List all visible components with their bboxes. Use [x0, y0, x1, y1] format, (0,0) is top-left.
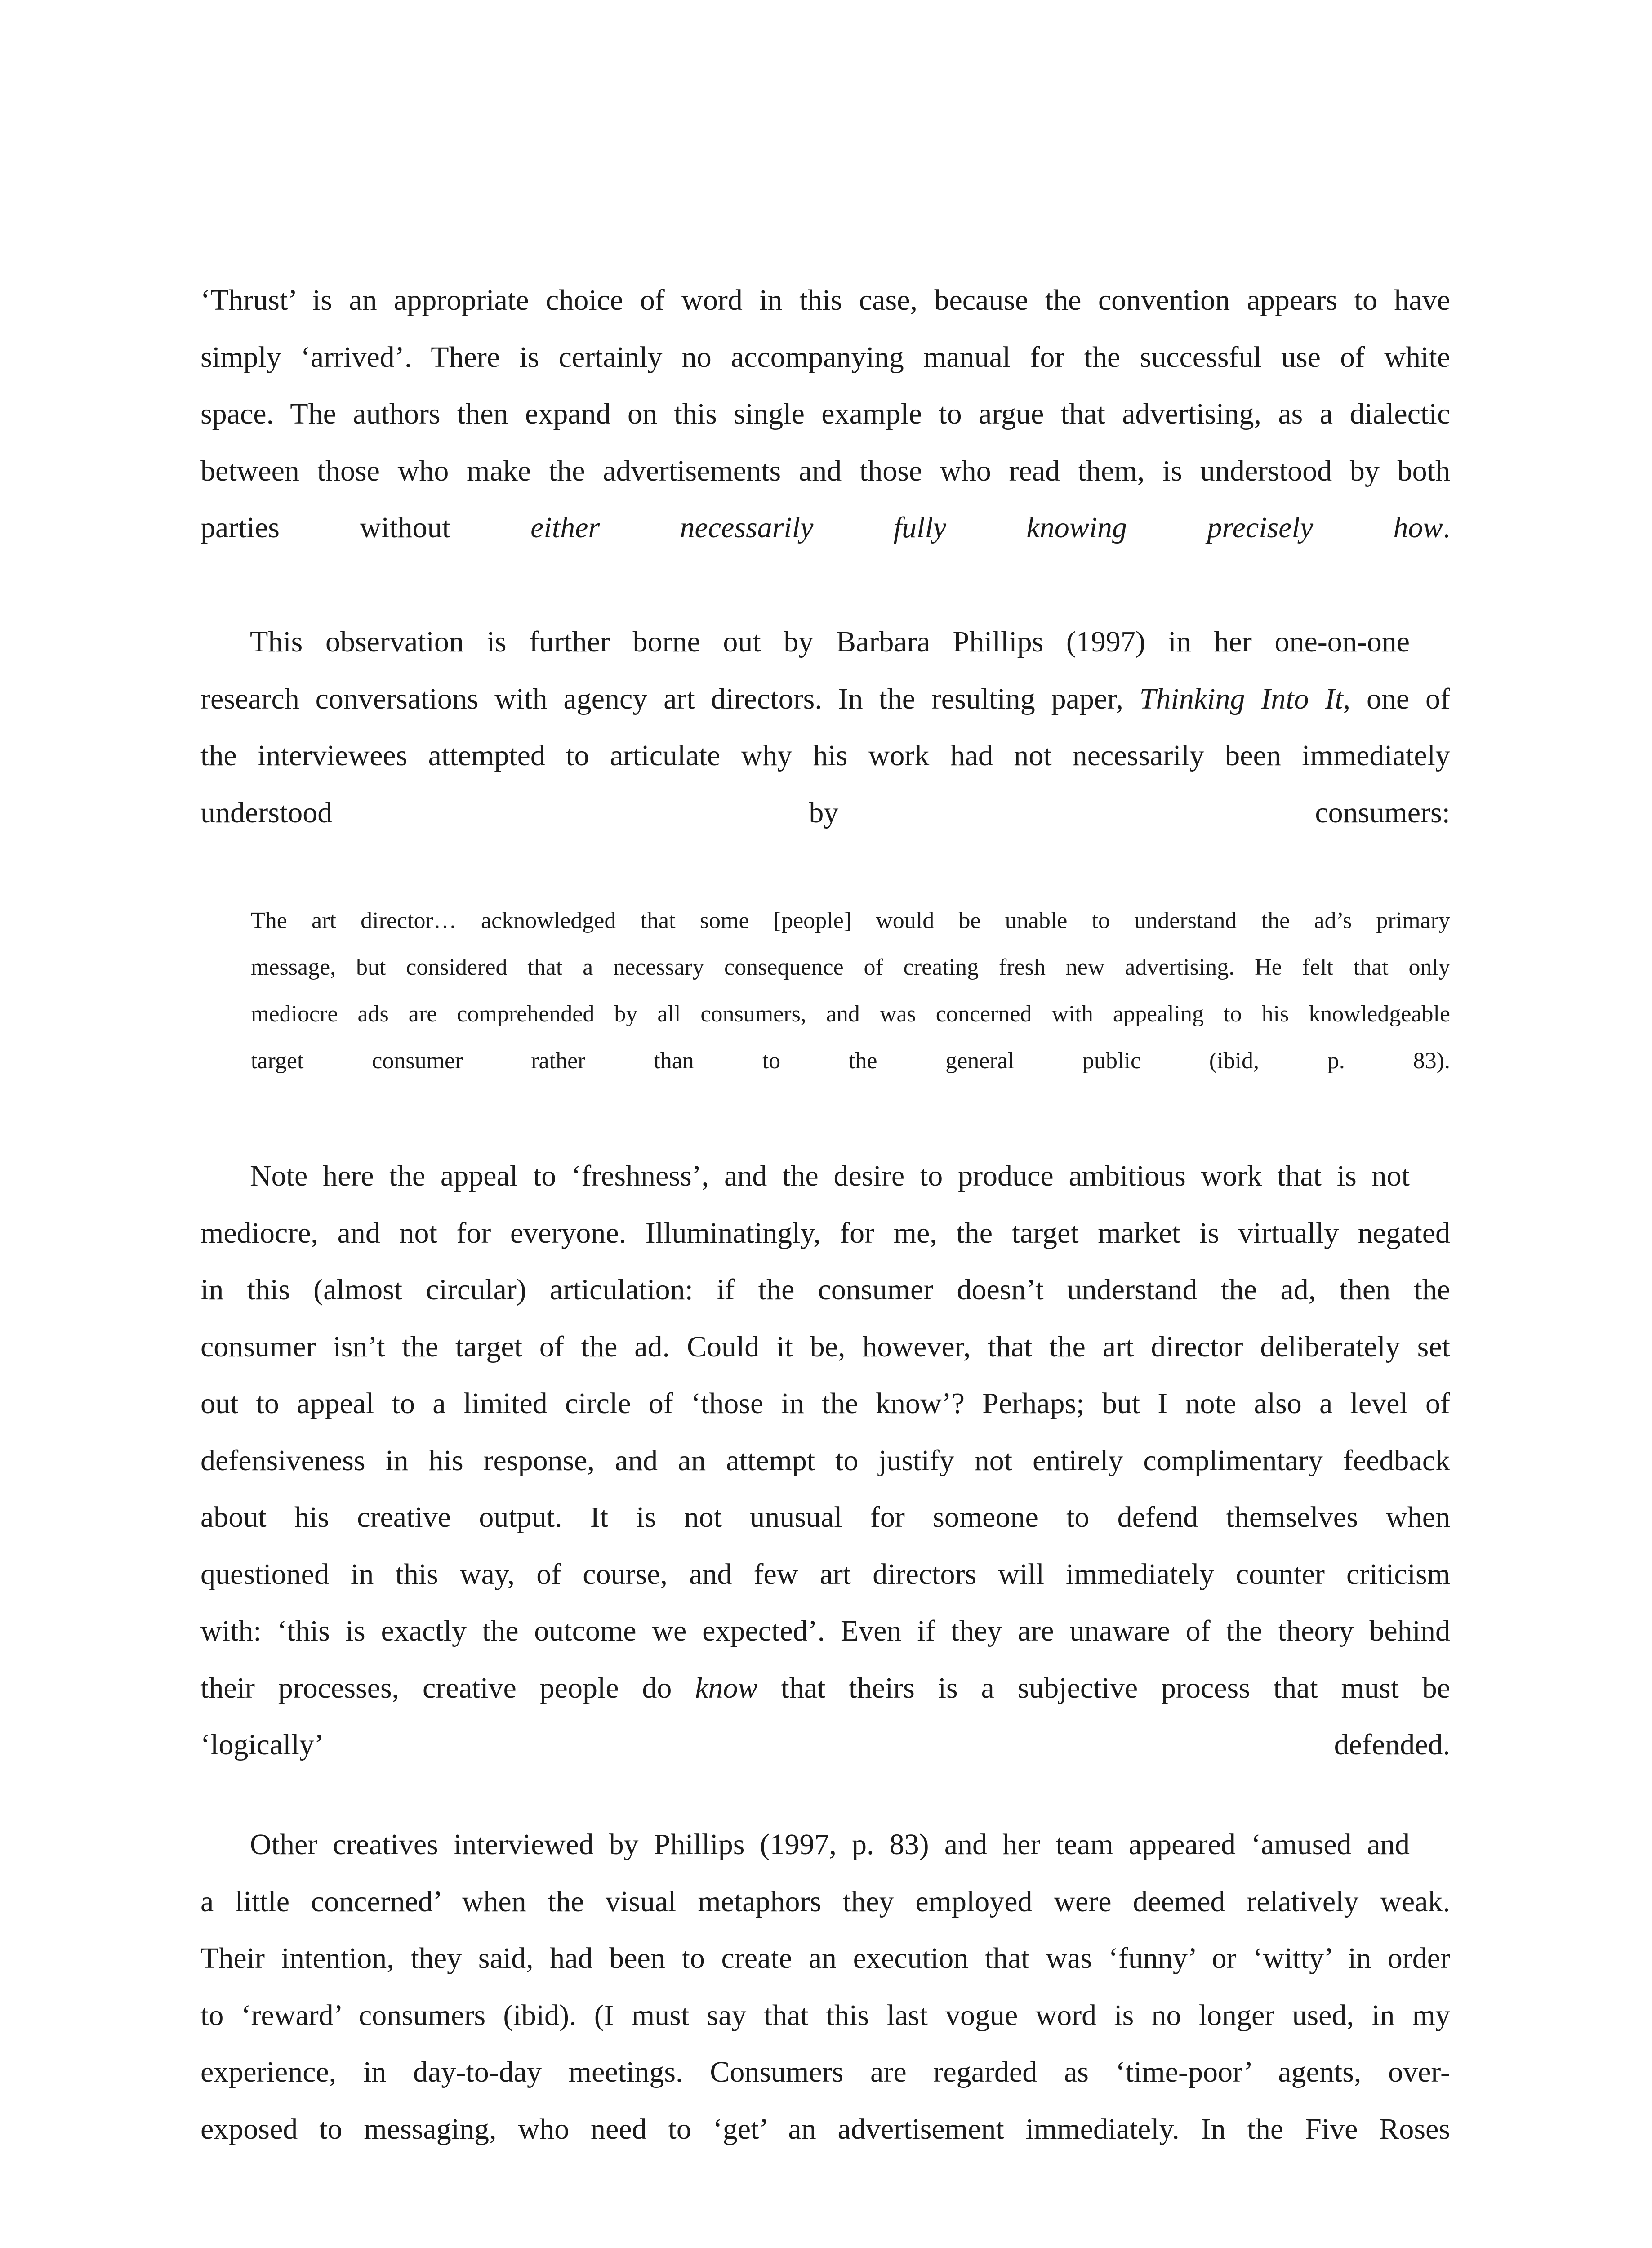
text-line: experience, in day-to-day meetings. Consumers are regarded as ‘time-poor’ agents, over- [200, 2056, 1450, 2088]
italic-phrase: either necessarily fully knowing precisely how [530, 511, 1443, 544]
text-line: consumer isn’t the target of the ad. Could it be, however, that the art director deliberately set [200, 1330, 1450, 1363]
quote-line: mediocre ads are comprehended by all consumers, and was concerned with appealing to his knowledgeable [251, 1001, 1450, 1027]
text-line: exposed to messaging, who need to ‘get’ an advertisement immediately. In the Five Roses [200, 2112, 1450, 2145]
text-line: ‘logically’ defended. [200, 1728, 1450, 1761]
text-line: simply ‘arrived’. There is certainly no accompanying manual for the successful use of white [200, 340, 1450, 374]
text-line: Other creatives interviewed by Phillips (1997, p. 83) and her team appeared ‘amused and [250, 1828, 1410, 1861]
text-line: mediocre, and not for everyone. Illuminatingly, for me, the target market is virtually negated [200, 1216, 1450, 1249]
text-line: ‘Thrust’ is an appropriate choice of word in this case, because the convention appears to have [200, 284, 1450, 317]
text-line: defensiveness in his response, and an attempt to justify not entirely complimentary feedback [200, 1444, 1450, 1477]
quote-line: The art director… acknowledged that some [people] would be unable to understand the ad’s primary [251, 908, 1450, 933]
text-line: about his creative output. It is not unusual for someone to defend themselves when [200, 1501, 1450, 1534]
text-run: that theirs is a subjective process that must be [757, 1671, 1451, 1704]
text-line [200, 500, 1450, 557]
quote-line: target consumer rather than to the general public (ibid, p. 83). [251, 1048, 1450, 1074]
text-line: in this (almost circular) articulation: if the consumer doesn’t understand the ad, then the [200, 1273, 1450, 1306]
text-line: questioned in this way, of course, and few art directors will immediately counter criticism [200, 1557, 1450, 1591]
quote-line: message, but considered that a necessary consequence of creating fresh new advertising. He felt that only [251, 955, 1450, 980]
text-line: This observation is further borne out by Barbara Phillips (1997) in her one-on-one [250, 625, 1410, 658]
text-run: . [1443, 511, 1450, 544]
italic-word: know [695, 1671, 758, 1704]
body-paragraph-3 [200, 1148, 1450, 1774]
text-line [200, 1660, 1450, 1717]
body-paragraph-4 [200, 1816, 1450, 2158]
text-line [200, 671, 1450, 728]
block-quote [251, 897, 1450, 1084]
paper-title: Thinking Into It [1139, 682, 1343, 715]
text-line: Their intention, they said, had been to create an execution that was ‘funny’ or ‘witty’ in order [200, 1942, 1450, 1975]
text-line: understood by consumers: [200, 796, 1450, 829]
text-line: between those who make the advertisements and those who read them, is understood by both [200, 454, 1450, 487]
text-line: Note here the appeal to ‘freshness’, and the desire to produce ambitious work that is not [250, 1160, 1410, 1192]
text-run: their processes, creative people do [200, 1671, 695, 1704]
text-line: to ‘reward’ consumers (ibid). (I must say that this last vogue word is no longer used, in my [200, 1998, 1450, 2032]
text-line: out to appeal to a limited circle of ‘those in the know’? Perhaps; but I note also a level of [200, 1387, 1450, 1420]
body-paragraph-1 [200, 272, 1450, 557]
text-run: research conversations with agency art directors. In the resulting paper, [200, 682, 1140, 715]
body-paragraph-2 [200, 614, 1450, 841]
text-line: a little concerned’ when the visual metaphors they employed were deemed relatively weak. [200, 1885, 1450, 1918]
text-line: space. The authors then expand on this single example to argue that advertising, as a dialectic [200, 397, 1450, 430]
text-run: , one of [1343, 682, 1450, 715]
text-line: with: ‘this is exactly the outcome we expected’. Even if they are unaware of the theory behind [200, 1615, 1450, 1647]
text-line: the interviewees attempted to articulate why his work had not necessarily been immediately [200, 739, 1450, 772]
text-run: parties without [200, 511, 531, 544]
